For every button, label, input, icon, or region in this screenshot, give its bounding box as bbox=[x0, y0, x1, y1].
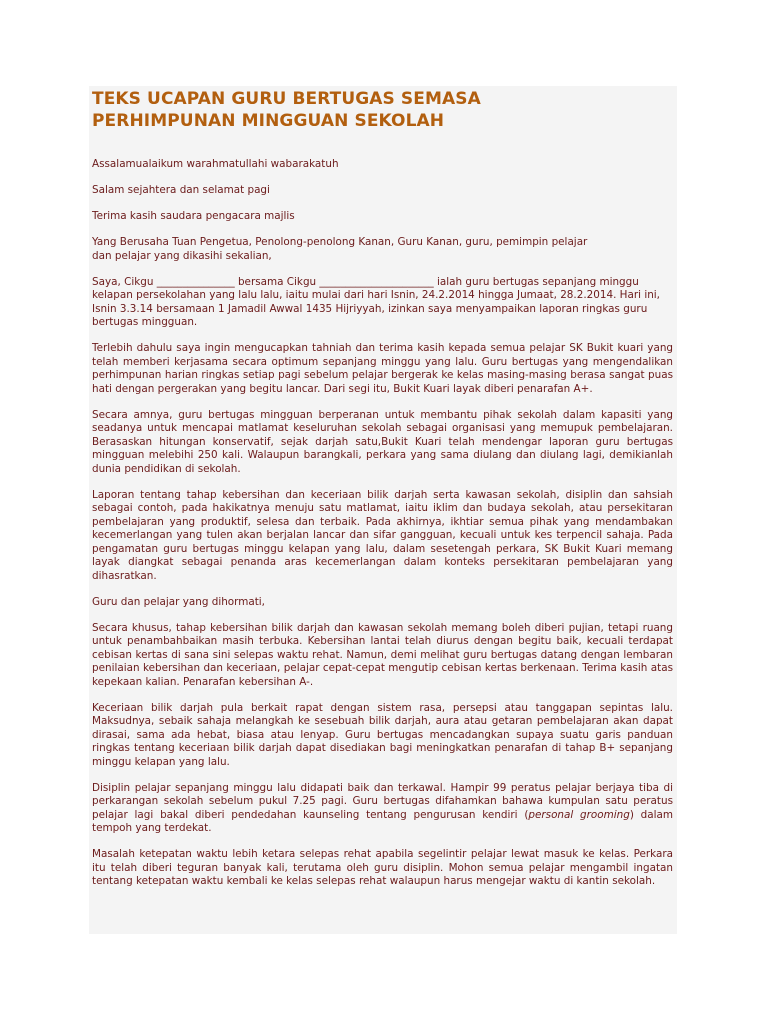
salutation-paragraph: Salam sejahtera dan selamat pagi bbox=[92, 184, 270, 196]
greeting-paragraph: Assalamualaikum warahmatullahi wabarakatuh bbox=[92, 158, 339, 170]
cleanliness-paragraph: Secara khusus, tahap kebersihan bilik darjah dan kawasan sekolah memang boleh diberi pujian, tetapi ruang untuk penambahbaikan masih terbuka. Kebersihan lantai telah diurus dengan begitu baik, kecuali terdapat cebisan kertas di sana sini selepas waktu rehat. Namun, demi melihat guru bertugas datang dengan lembaran penilaian kebersihan dan keceriaan, pelajar cepat-cepat mengutip cebisan kertas berkenaan. Terima kasih atas kepekaan kalian. Penarafan kebersihan A-. bbox=[92, 621, 673, 688]
punctuality-paragraph: Masalah ketepatan waktu lebih ketara selepas rehat apabila segelintir pelajar lewat masuk ke kelas. Perkara itu telah diberi teguran banyak kali, terutama oleh guru disiplin. Mohon semua pelajar mengambil ingatan tentang ketepatan waktu kembali ke kelas selepas rehat walaupun harus mengejar waktu di kantin sekolah. bbox=[92, 848, 673, 887]
document-title bbox=[92, 86, 673, 132]
appreciation-paragraph: Terlebih dahulu saya ingin mengucapkan tahniah dan terima kasih kepada semua pelajar SK Bukit kuari yang telah memberi kerjasama secara optimum sepanjang minggu yang lalu. Guru bertugas yang mengendalikan perhimpunan harian ringkas setiap pagi sebelum pelajar bergerak ke kelas masing-masing berasa sangat puas hati dengan pergerakan yang begitu lancar. Dari segi itu, Bukit Kuari layak diberi penarafan A+. bbox=[92, 342, 673, 395]
audience-line-2: dan pelajar yang dikasihi sekalian, bbox=[92, 249, 272, 262]
environment-paragraph: Laporan tentang tahap kebersihan dan keceriaan bilik darjah serta kawasan sekolah, disiplin dan sahsiah sebagai contoh, pada hakikatnya menuju satu matlamat, iaitu iklim dan budaya sekolah, atau persekitaran pembelajaran yang produktif, selesa dan terbaik. Pada akhirnya, ikhtiar semua pihak yang mendambakan kecemerlangan yang tulen akan berjalan lancar dan sifar gangguan, kecuali untuk kes terpencil sahaja. Pada pengamatan guru bertugas minggu kelapan yang lalu, dalam sesetengah perkara, SK Bukit Kuari memang layak diangkat sebagai penanda aras kecemerlangan dalam konteks persekitaran pembelajaran yang dihasratkan. bbox=[92, 488, 673, 582]
audience-line-1: Yang Berusaha Tuan Pengetua, Penolong-penolong Kanan, Guru Kanan, guru, pemimpin pelajar bbox=[92, 236, 588, 248]
title-line-1: TEKS UCAPAN GURU BERTUGAS SEMASA bbox=[92, 89, 481, 109]
discipline-text-before: Disiplin pelajar sepanjang minggu lalu didapati baik dan terkawal. Hampir 99 peratus pelajar berjaya tiba di perkarangan sekolah sebelum pukul 7.25 pagi. Guru bertugas difahamkan bahawa kumpulan satu peratus pelajar lagi bakal diberi pendedahan kaunseling tentang pengurusan kendiri ( bbox=[92, 781, 673, 821]
introduction-paragraph: Saya, Cikgu _______________ bersama Cikgu ______________________ ialah guru bertugas sepanjang minggu kelapan persekolahan yang lalu lalu, iaitu mulai dari hari Isnin, 24.2.2014 hingga Jumaat, 28.2.2014. Hari ini, Isnin 3.3.14 bersamaan 1 Jamadil Awwal 1435 Hijriyyah, izinkan saya menyampaikan laporan ringkas guru bertugas mingguan. bbox=[92, 275, 660, 328]
audience-paragraph bbox=[92, 236, 673, 263]
role-paragraph: Secara amnya, guru bertugas mingguan berperanan untuk membantu pihak sekolah dalam kapasiti yang seadanya untuk mencapai matlamat keseluruhan sekolah sebagai organisasi yang memupuk pembelajaran. Berasaskan hitungan konservatif, sejak darjah satu,Bukit Kuari telah mendengar laporan guru bertugas mingguan melebihi 250 kali. Walaupun barangkali, perkara yang sama diulang dan diulang lagi, demikianlah dunia pendidikan di sekolah. bbox=[92, 408, 673, 475]
discipline-text-after: ) dalam tempoh yang terdekat. bbox=[92, 808, 674, 834]
address-paragraph: Guru dan pelajar yang dihormati, bbox=[92, 595, 265, 608]
cheerfulness-paragraph: Keceriaan bilik darjah pula berkait rapat dengan sistem rasa, persepsi atau tanggapan sepintas lalu. Maksudnya, sebaik sahaja melangkah ke sesebuah bilik darjah, aura atau getaran pembelajaran akan dapat dirasai, sama ada hebat, biasa atau lenyap. Guru bertugas mencadangkan supaya suatu garis panduan ringkas tentang keceriaan bilik darjah dapat disediakan bagi meningkatkan penarafan di tahap B+ sepanjang minggu kelapan yang lalu. bbox=[92, 701, 673, 768]
thanks-emcee-paragraph: Terima kasih saudara pengacara majlis bbox=[92, 210, 295, 222]
document-body bbox=[92, 158, 673, 889]
personal-grooming-term: personal grooming bbox=[528, 808, 630, 821]
title-line-2: PERHIMPUNAN MINGGUAN SEKOLAH bbox=[92, 111, 445, 131]
document-page bbox=[89, 86, 677, 934]
discipline-paragraph bbox=[92, 782, 673, 836]
